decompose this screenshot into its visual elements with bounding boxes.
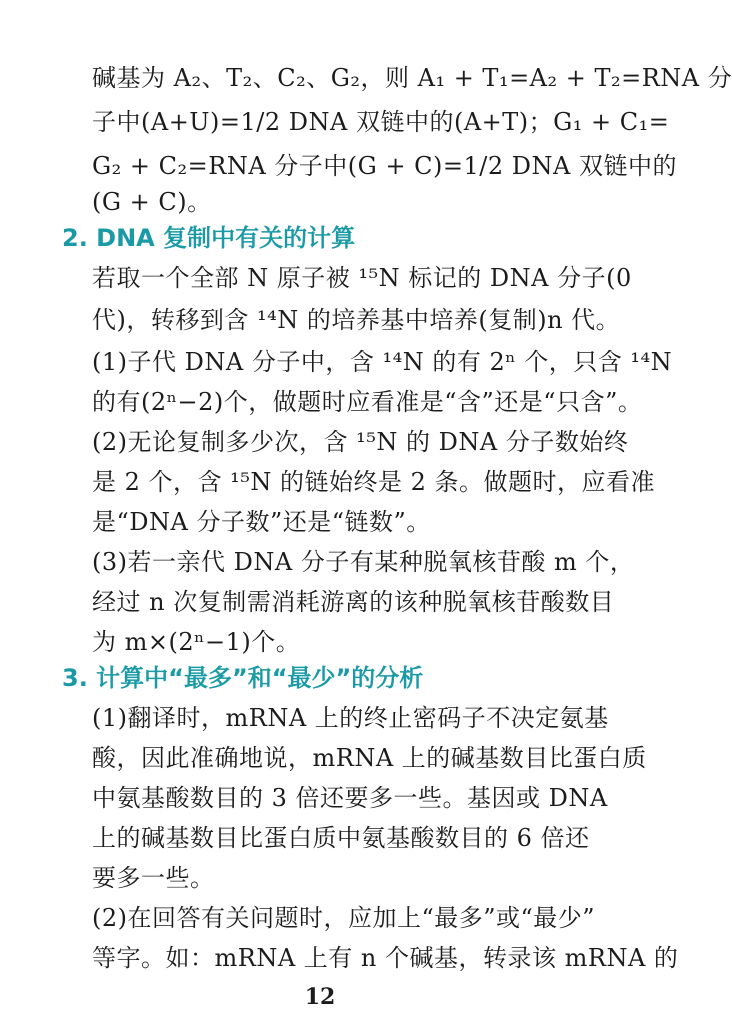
text-line: 为 m×(2ⁿ−1)个。 xyxy=(92,628,301,656)
section-heading: 3. 计算中“最多”和“最少”的分析 xyxy=(62,664,424,692)
text-line: 代)，转移到含 ¹⁴N 的培养基中培养(复制)n 代。 xyxy=(92,306,621,334)
section-heading: 2. DNA 复制中有关的计算 xyxy=(62,224,356,252)
text-line: 碱基为 A₂、T₂、C₂、G₂，则 A₁ + T₁=A₂ + T₂=RNA 分 xyxy=(92,64,732,92)
text-line: 若取一个全部 N 原子被 ¹⁵N 标记的 DNA 分子(0 xyxy=(92,264,632,292)
text-line: 的有(2ⁿ−2)个，做题时应看准是“含”还是“只含”。 xyxy=(92,388,643,416)
text-line: 中氨基酸数目的 3 倍还要多一些。基因或 DNA xyxy=(92,784,608,812)
text-line: 是“DNA 分子数”还是“链数”。 xyxy=(92,508,431,536)
text-line: 上的碱基数目比蛋白质中氨基酸数目的 6 倍还 xyxy=(92,824,590,852)
text-line: G₂ + C₂=RNA 分子中(G + C)=1/2 DNA 双链中的 xyxy=(92,152,677,180)
text-line: (3)若一亲代 DNA 分子有某种脱氧核苷酸 m 个， xyxy=(92,548,635,576)
text-line: (1)翻译时，mRNA 上的终止密码子不决定氨基 xyxy=(92,704,609,732)
text-line: (2)无论复制多少次，含 ¹⁵N 的 DNA 分子数始终 xyxy=(92,428,629,456)
text-line: (1)子代 DNA 分子中，含 ¹⁴N 的有 2ⁿ 个，只含 ¹⁴N xyxy=(92,348,673,376)
text-line: 要多一些。 xyxy=(92,864,215,892)
text-line: 子中(A+U)=1/2 DNA 双链中的(A+T)；G₁ + C₁= xyxy=(92,108,670,136)
page-number: 12 xyxy=(304,984,336,1010)
text-line: 是 2 个，含 ¹⁵N 的链始终是 2 条。做题时，应看准 xyxy=(92,468,656,496)
text-line: 酸，因此准确地说，mRNA 上的碱基数目比蛋白质 xyxy=(92,744,647,772)
text-line: 等字。如：mRNA 上有 n 个碱基，转录该 mRNA 的 xyxy=(92,944,679,972)
text-line: (2)在回答有关问题时，应加上“最多”或“最少” xyxy=(92,904,596,932)
text-line: (G + C)。 xyxy=(92,188,212,216)
text-line: 经过 n 次复制需消耗游离的该种脱氧核苷酸数目 xyxy=(92,588,615,616)
